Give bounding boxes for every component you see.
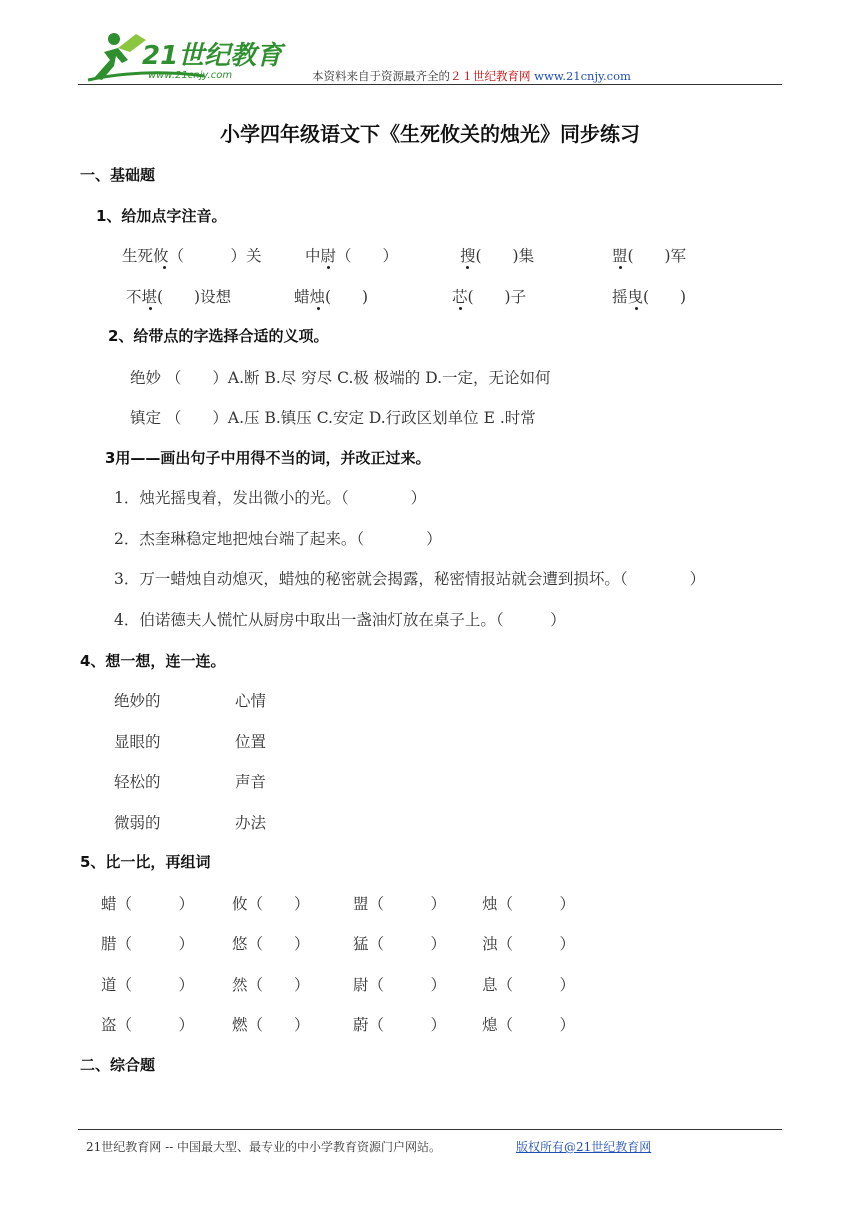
q5-cell: 腊（ ） <box>101 935 195 953</box>
logo-text: 21世纪教育 <box>142 41 283 71</box>
q2-heading: 2、给带点的字选择合适的义项。 <box>108 327 329 345</box>
q3-item: 3．万一蜡烛自动熄灭，蜡烛的秘密就会揭露，秘密情报站就会遭到损坏。（ ） <box>114 570 706 588</box>
q1-item: 盟( )军 <box>612 247 687 265</box>
site-logo <box>84 30 289 85</box>
q3-item: 4．伯诺德夫人慌忙从厨房中取出一盏油灯放在桌子上。（ ） <box>114 611 566 629</box>
emphasis-dot <box>459 307 462 310</box>
q4-right-item: 心情 <box>235 692 267 710</box>
q1-item: 生死攸（ ）关 <box>122 247 262 265</box>
q3-heading: 3用——画出句子中用得不当的词，并改正过来。 <box>105 449 431 467</box>
emphasis-dot <box>466 266 469 269</box>
footer-divider <box>78 1129 782 1130</box>
q5-cell: 息（ ） <box>482 976 576 994</box>
emphasis-dot <box>317 307 320 310</box>
page-title: 小学四年级语文下《生死攸关的烛光》同步练习 <box>220 122 640 146</box>
q1-item: 摇曳( ) <box>612 288 687 306</box>
q5-cell: 蔚（ ） <box>353 1016 447 1034</box>
header-divider <box>78 84 782 85</box>
q4-right-item: 声音 <box>235 773 267 791</box>
q5-cell: 烛（ ） <box>482 895 576 913</box>
q2-line: 绝妙 （ ）A.断 B.尽 穷尽 C.极 极端的 D.一定，无论如何 <box>130 369 551 387</box>
q3-item: 2．杰奎琳稳定地把烛台端了起来。（ ） <box>114 530 442 548</box>
q4-right-item: 办法 <box>235 814 267 832</box>
q5-cell: 悠（ ） <box>232 935 310 953</box>
q1-item: 搜( )集 <box>460 247 535 265</box>
q4-left-item: 绝妙的 <box>114 692 161 710</box>
q5-cell: 蜡（ ） <box>101 895 195 913</box>
q1-heading: 1、给加点字注音。 <box>96 207 227 225</box>
q4-left-item: 微弱的 <box>114 814 161 832</box>
q1-item: 不堪( )设想 <box>126 288 232 306</box>
q4-left-item: 显眼的 <box>114 733 161 751</box>
logo-url: www.21cnjy.com <box>148 70 233 81</box>
q5-cell: 盟（ ） <box>353 895 447 913</box>
section-basic-heading: 一、基础题 <box>80 166 156 184</box>
q5-cell: 猛（ ） <box>353 935 447 953</box>
q3-item: 1．烛光摇曳着，发出微小的光。（ ） <box>114 489 427 507</box>
q5-cell: 熄（ ） <box>482 1016 576 1034</box>
section-comprehensive-heading: 二、综合题 <box>80 1056 156 1074</box>
emphasis-dot <box>327 266 330 269</box>
q1-item: 中尉（ ） <box>305 247 399 265</box>
header-note-url[interactable]: www.21cnjy.com <box>534 69 631 83</box>
header-note <box>312 68 631 84</box>
q5-heading: 5、比一比，再组词 <box>80 853 211 871</box>
emphasis-dot <box>149 307 152 310</box>
copyright-link[interactable]: 版权所有@21世纪教育网 <box>516 1140 652 1154</box>
q4-heading: 4、想一想，连一连。 <box>80 652 226 670</box>
q5-cell: 攸（ ） <box>232 895 310 913</box>
footer-text: 21世纪教育网 -- 中国最大型、最专业的中小学教育资源门户网站。 <box>86 1140 442 1154</box>
q5-cell: 然（ ） <box>232 976 310 994</box>
q5-cell: 道（ ） <box>101 976 195 994</box>
q5-cell: 浊（ ） <box>482 935 576 953</box>
q5-cell: 盗（ ） <box>101 1016 195 1034</box>
header-note-prefix: 本资料来自于资源最齐全的 <box>312 69 450 83</box>
emphasis-dot <box>163 266 166 269</box>
emphasis-dot <box>619 266 622 269</box>
header-note-brand[interactable]: ２１世纪教育网 <box>450 69 531 83</box>
q4-left-item: 轻松的 <box>114 773 161 791</box>
q5-cell: 尉（ ） <box>353 976 447 994</box>
runner-icon <box>84 30 289 85</box>
q1-item: 蜡烛( ) <box>294 288 369 306</box>
q4-right-item: 位置 <box>235 733 267 751</box>
emphasis-dot <box>635 307 638 310</box>
q2-line: 镇定 （ ）A.压 B.镇压 C.安定 D.行政区划单位 E .时常 <box>130 409 536 427</box>
q5-cell: 燃（ ） <box>232 1016 310 1034</box>
q1-item: 芯( )子 <box>452 288 527 306</box>
